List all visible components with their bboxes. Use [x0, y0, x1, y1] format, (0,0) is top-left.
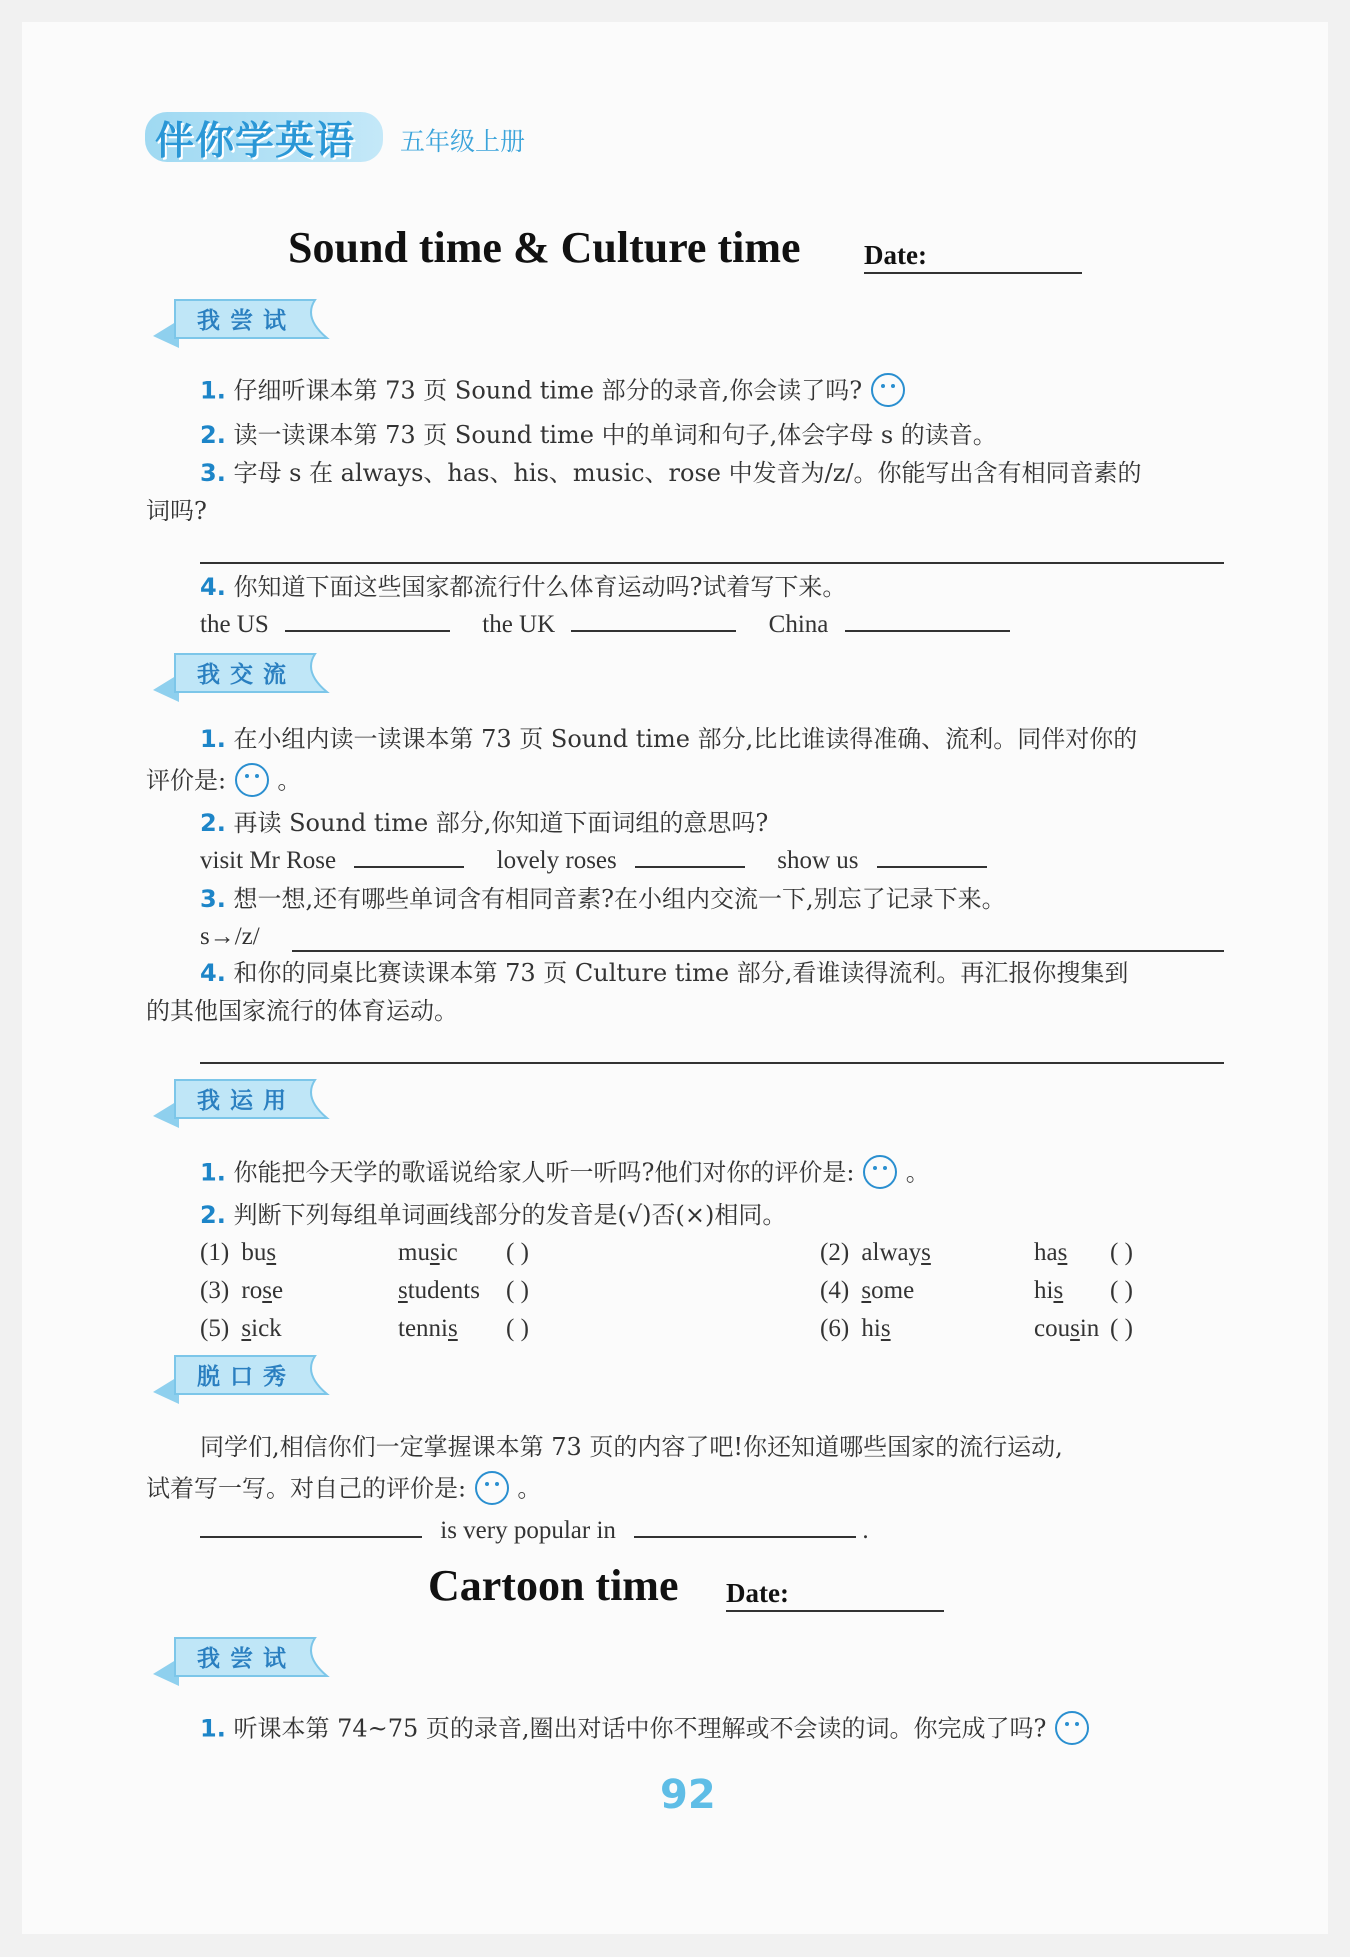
date-field[interactable] [726, 1610, 944, 1612]
answer-paren[interactable]: ( ) [1110, 1239, 1133, 1266]
answer-line[interactable] [200, 562, 1224, 564]
answer-paren[interactable]: ( ) [506, 1277, 529, 1304]
phrase-blank[interactable] [877, 865, 987, 868]
section-title-sound-culture: Sound time & Culture time [288, 223, 801, 272]
smiley-icon[interactable] [870, 372, 906, 408]
answer-blank-us[interactable] [285, 629, 450, 632]
share-question-2: 2. 再读 Sound time 部分,你知道下面词组的意思吗? [200, 809, 769, 837]
country-china: China [768, 611, 829, 638]
tag-use [145, 1072, 335, 1132]
sports-fill-row [200, 610, 1010, 640]
share-question-1: 1. 在小组内读一读课本第 73 页 Sound time 部分,比比谁读得准确、流利。同伴对你的 [200, 725, 1138, 753]
tag-label: 脱口秀 [197, 1364, 296, 1390]
page-number: 92 [660, 1772, 716, 1818]
cartoon-question-1: 1. 听课本第 74~75 页的录音,圈出对话中你不理解或不会读的词。你完成了吗? [200, 1712, 1090, 1748]
answer-paren[interactable]: ( ) [506, 1315, 529, 1342]
pron-item-2-b: has [1034, 1239, 1068, 1266]
smiley-icon[interactable] [1054, 1710, 1090, 1746]
pron-item-4-b: his [1034, 1277, 1064, 1304]
use-question-1: 1. 你能把今天学的歌谣说给家人听一听吗?他们对你的评价是: 。 [200, 1156, 930, 1192]
pron-item-3: (3) rose [200, 1277, 284, 1304]
show-text-cont: 试着写一写。对自己的评价是: 。 [146, 1472, 541, 1508]
country-uk: the UK [482, 611, 556, 638]
tag-show [145, 1348, 335, 1408]
tag-try [145, 292, 335, 352]
phrase-blank[interactable] [354, 865, 464, 868]
pron-item-1-b: music [398, 1239, 458, 1266]
question-3: 3. 字母 s 在 always、has、his、music、rose 中发音为/z/。你能写出含有相同音素的 [200, 459, 1142, 487]
answer-paren[interactable]: ( ) [506, 1239, 529, 1266]
pron-item-6-b: cousin [1034, 1315, 1100, 1342]
phrase-row [200, 846, 987, 876]
date-label: Date: [726, 1578, 789, 1608]
tag-label: 我运用 [197, 1088, 296, 1114]
phrase-visit: visit Mr Rose [200, 847, 337, 874]
pron-item-4: (4) some [820, 1277, 915, 1304]
answer-paren[interactable]: ( ) [1110, 1277, 1133, 1304]
tag-label: 我尝试 [197, 308, 296, 334]
tag-try [145, 1630, 335, 1690]
phoneme-prefix: s→/z/ [200, 923, 260, 950]
question-1: 1. 仔细听课本第 73 页 Sound time 部分的录音,你会读了吗? [200, 374, 906, 410]
pron-item-5-b: tennis [398, 1315, 458, 1342]
phrase-blank[interactable] [635, 865, 745, 868]
share-question-3: 3. 想一想,还有哪些单词含有相同音素?在小组内交流一下,别忘了记录下来。 [200, 885, 1006, 913]
country-us: the US [200, 611, 269, 638]
date-field[interactable] [864, 272, 1082, 274]
popular-sentence: is very popular in . [200, 1516, 869, 1546]
sport-blank[interactable] [200, 1535, 422, 1538]
phrase-show: show us [777, 847, 859, 874]
smiley-icon[interactable] [862, 1154, 898, 1190]
date-label: Date: [864, 240, 927, 270]
show-text: 同学们,相信你们一定掌握课本第 73 页的内容了吧!你还知道哪些国家的流行运动, [200, 1433, 1063, 1461]
country-blank[interactable] [634, 1535, 856, 1538]
answer-line[interactable] [200, 1062, 1224, 1064]
pron-item-1: (1) bus [200, 1239, 277, 1266]
use-question-2: 2. 判断下列每组单词画线部分的发音是(√)否(×)相同。 [200, 1201, 787, 1229]
share-question-4: 4. 和你的同桌比赛读课本第 73 页 Culture time 部分,看谁读得流利。再汇报你搜集到 [200, 959, 1129, 987]
share-question-1-cont: 评价是: 。 [146, 764, 301, 800]
smiley-icon[interactable] [474, 1470, 510, 1506]
section-title-cartoon: Cartoon time [428, 1561, 679, 1610]
tag-label: 我尝试 [197, 1646, 296, 1672]
tag-share [145, 646, 335, 706]
book-title: 伴你学英语 [155, 119, 356, 164]
answer-blank-china[interactable] [845, 629, 1010, 632]
answer-line[interactable] [292, 950, 1224, 952]
pron-item-6: (6) his [820, 1315, 891, 1342]
question-2: 2. 读一读课本第 73 页 Sound time 中的单词和句子,体会字母 s 的读音。 [200, 421, 997, 449]
phrase-roses: lovely roses [496, 847, 617, 874]
share-question-4-cont: 的其他国家流行的体育运动。 [146, 997, 458, 1025]
pron-item-2: (2) always [820, 1239, 931, 1266]
pron-item-3-b: students [398, 1277, 480, 1304]
question-4: 4. 你知道下面这些国家都流行什么体育运动吗?试着写下来。 [200, 573, 847, 601]
tag-label: 我交流 [197, 662, 296, 688]
answer-blank-uk[interactable] [571, 629, 736, 632]
book-subtitle: 五年级上册 [400, 127, 526, 156]
question-3-cont: 词吗? [146, 497, 207, 525]
answer-paren[interactable]: ( ) [1110, 1315, 1133, 1342]
pron-item-5: (5) sick [200, 1315, 282, 1342]
smiley-icon[interactable] [234, 762, 270, 798]
